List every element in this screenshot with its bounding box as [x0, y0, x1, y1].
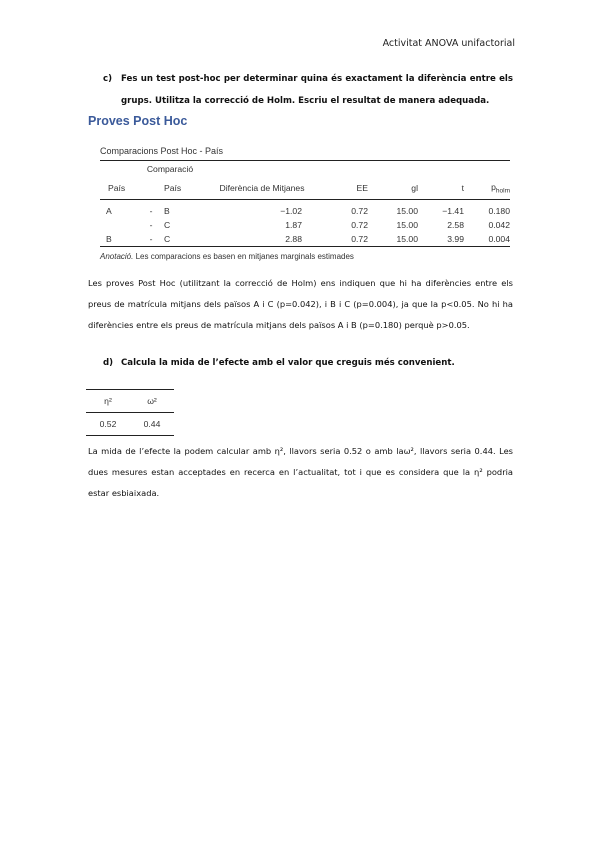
- cell-ee: 0.72: [351, 220, 368, 230]
- col-header-omega-squared: ω²: [130, 390, 174, 413]
- table-note-label: Anotació.: [100, 252, 134, 261]
- col-header-gl: gl: [368, 177, 418, 200]
- col-header-pais-1: País: [100, 177, 138, 200]
- cell-diff: −1.02: [280, 206, 302, 216]
- cell-t: 2.58: [447, 220, 464, 230]
- col-header-p: [464, 177, 510, 200]
- effect-size-table: [86, 389, 174, 436]
- answer-d-paragraph: La mida de l’efecte la podem calcular amb ƞ², llavors seria 0.52 o amb laω², llavors seria 0.44. Les dues mesures estan acceptades en recerca en l’actualitat, tot i que es considera que la ƞ² podria estar esbiaixada.: [88, 446, 513, 498]
- table-note-text: Les comparacions es basen en mitjanes marginals estimades: [135, 252, 354, 261]
- document-header-title: Activitat ANOVA unifactorial: [382, 38, 515, 49]
- post-hoc-table: [100, 160, 510, 247]
- cell-gl: 15.00: [368, 232, 418, 247]
- cell-diff: 1.87: [285, 220, 302, 230]
- col-header-diff: Diferència de Mitjanes: [202, 177, 322, 200]
- cell-pais-a: A: [106, 206, 112, 216]
- question-c-text: Fes un test post-hoc per determinar quina és exactament la diferència entre els grups. Utilitza la correcció de Holm. Escriu el resultat de manera adequada.: [121, 74, 513, 106]
- question-d: [103, 352, 513, 374]
- cell-gl: 15.00: [396, 220, 418, 230]
- col-header-pais-2: País: [164, 177, 202, 200]
- cell-t: 3.99: [418, 232, 464, 247]
- answer-c-paragraph: Les proves Post Hoc (utilitzant la correcció de Holm) ens indiquen que hi ha diferències entre els preus de matrícula mitjans dels països A i C (p=0.042), i B i C (p=0.004), ja que la p<0.05. No hi ha diferències entre els preus de matrícula mitjans dels països A i B (p=0.180) perquè p>0.05.: [88, 278, 513, 330]
- table-note: [100, 252, 510, 261]
- post-hoc-table-title: Comparacions Post Hoc - País: [100, 146, 224, 156]
- cell-ee: 0.72: [322, 232, 368, 247]
- col-header-t: t: [418, 177, 464, 200]
- question-c-letter: c): [103, 74, 113, 84]
- cell-pais-b: B: [164, 206, 170, 216]
- question-d-letter: d): [103, 358, 114, 368]
- table-row: [100, 232, 510, 247]
- comparison-group-header: Comparació: [138, 161, 202, 178]
- cell-dash: -: [149, 206, 153, 216]
- col-header-eta-squared: η²: [86, 390, 130, 413]
- cell-ee: 0.72: [351, 206, 368, 216]
- cell-gl: 15.00: [396, 206, 418, 216]
- col-header-ee: EE: [322, 177, 368, 200]
- cell-dash: -: [138, 232, 164, 247]
- post-hoc-table-block: [100, 146, 510, 261]
- cell-pais-a: [100, 218, 138, 232]
- cell-p: 0.042: [488, 220, 510, 230]
- table-row: [100, 200, 510, 219]
- cell-pais-b: C: [164, 232, 202, 247]
- cell-pais-b: C: [164, 220, 171, 230]
- question-c: [103, 68, 513, 112]
- cell-eta-squared: 0.52: [86, 413, 130, 436]
- question-d-text: Calcula la mida de l’efecte amb el valor que creguis més convenient.: [121, 358, 455, 368]
- col-header-p-main: p: [491, 181, 496, 192]
- cell-p: 0.004: [464, 232, 510, 247]
- table-row: [100, 218, 510, 232]
- cell-pais-a: B: [100, 232, 138, 247]
- cell-p: 0.180: [488, 206, 510, 216]
- cell-diff: 2.88: [202, 232, 322, 247]
- section-title-post-hoc: Proves Post Hoc: [88, 114, 188, 128]
- cell-omega-squared: 0.44: [130, 413, 174, 436]
- cell-dash: -: [149, 220, 153, 230]
- cell-t: −1.41: [442, 206, 464, 216]
- table-row: [86, 413, 174, 436]
- col-header-p-subscript: holm: [495, 187, 510, 195]
